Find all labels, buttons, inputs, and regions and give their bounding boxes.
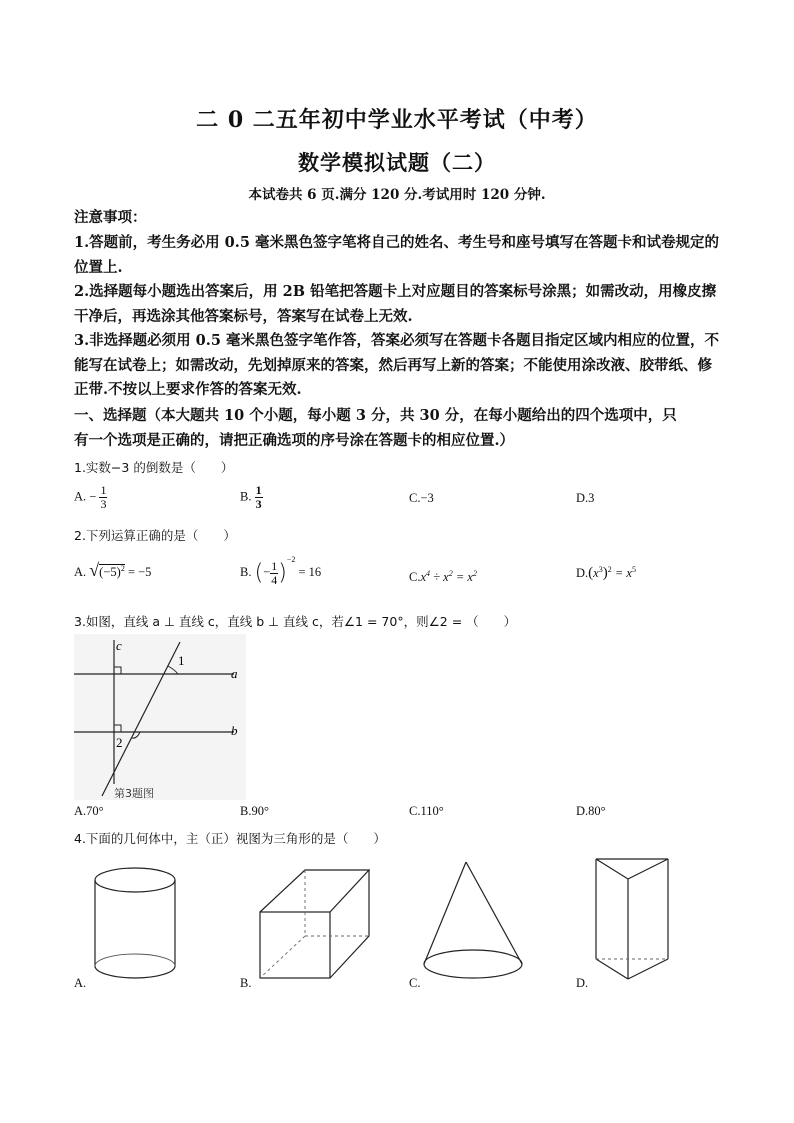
expr: x <box>420 570 427 585</box>
exponent: −2 <box>286 555 296 564</box>
exam-info: 本试卷共 6 页.满分 120 分.考试用时 120 分钟. <box>248 187 546 203</box>
option-label: C. <box>409 570 421 585</box>
cuboid-hidden-edge <box>260 936 305 978</box>
fraction <box>255 484 263 511</box>
rhs: = −5 <box>127 565 152 579</box>
cone-side <box>424 862 466 964</box>
fraction <box>99 484 107 511</box>
option-label: A. <box>74 489 87 504</box>
q4-option-c: C. <box>409 976 421 990</box>
label-b: b <box>231 723 238 738</box>
radicand: $(-5)^2$ <box>99 563 125 579</box>
expr: = x <box>455 570 473 585</box>
q1-option-c: C.−3 <box>409 491 434 505</box>
notice-item-3: 3.非选择题必须用 0.5 毫米黑色签字笔作答，答案必须写在答题卡各题目指定区域内相应的位置，不能写在试卷上；如需改动，先划掉原来的答案，然后再写上新的答案；不能使用涂改液、胶带纸、修正带.不按以上要求作答的答案无效. <box>74 332 719 398</box>
cuboid-figure <box>255 862 375 984</box>
q4-stem: 4.下面的几何体中，主（正）视图为三角形的是（ ） <box>74 831 386 846</box>
notice-item-2: 2.选择题每小题选出答案后，用 2B 铅笔把答题卡上对应题目的答案标号涂黑；如需改动，用橡皮擦干净后，再选涂其他答案标号，答案写在试卷上无效. <box>74 283 717 325</box>
numerator: 1 <box>271 558 278 573</box>
radicand-inner: −5 <box>103 565 117 579</box>
q2-option-d <box>576 565 636 582</box>
q3-figure <box>74 634 246 800</box>
q1-option-a <box>74 484 107 511</box>
q1-option-b <box>240 484 263 511</box>
denominator: 3 <box>100 497 107 511</box>
notice-item-1: 1.答题前，考生务必用 0.5 毫米黑色签字笔将自己的姓名、考生号和座号填写在答题卡和试卷规定的位置上. <box>74 234 719 276</box>
expr: x <box>593 566 599 581</box>
q3-option-c: C.110° <box>409 804 444 818</box>
exponent: 2 <box>448 569 453 578</box>
exponent: 2 <box>607 565 612 574</box>
q2-option-c <box>409 569 477 585</box>
section-heading-line2: 有一个选项是正确的，请把正确选项的序号涂在答题卡的相应位置.） <box>74 432 515 449</box>
notice-heading: 注意事项： <box>74 209 147 226</box>
q4-option-a: A. <box>74 976 87 990</box>
option-label: A. <box>74 565 87 579</box>
exam-subtitle: 数学模拟试题（二） <box>298 150 496 175</box>
left-paren: ( <box>588 565 594 582</box>
right-paren: ) <box>602 565 608 582</box>
q2-option-a <box>74 560 151 581</box>
denominator: 3 <box>255 497 262 511</box>
section-heading-line1: 一、选择题（本大题共 10 个小题，每小题 3 分，共 30 分，在每小题给出的四个选项中，只 <box>74 407 677 424</box>
minus-sign: − <box>89 489 97 504</box>
right-paren: ) <box>278 560 287 586</box>
minus-sign: − <box>263 565 271 579</box>
prism-bottom <box>628 959 668 979</box>
cuboid-right <box>330 870 369 978</box>
label-c: c <box>116 638 122 653</box>
sqrt-icon: √ <box>89 560 100 580</box>
option-label: B. <box>240 489 252 504</box>
exponent: 2 <box>472 569 477 578</box>
prism-top <box>596 859 668 879</box>
expr: ÷ x <box>433 570 449 585</box>
numerator: 1 <box>255 483 262 497</box>
figure-caption: 第3题图 <box>114 787 154 800</box>
denominator: 4 <box>271 572 278 587</box>
option-label: D. <box>576 566 589 581</box>
exponent: 4 <box>426 569 431 578</box>
expr: = x <box>614 566 632 581</box>
exponent: 2 <box>120 563 125 573</box>
cone-figure <box>418 858 530 984</box>
label-angle-1: 1 <box>178 653 185 668</box>
numerator: 1 <box>100 483 107 497</box>
exponent: 3 <box>598 565 603 574</box>
exponent: 5 <box>631 565 636 574</box>
figure-background <box>74 634 246 800</box>
cylinder-top <box>95 868 175 892</box>
exam-title: 二 0 二五年初中学业水平考试（中考） <box>196 107 598 133</box>
cuboid-top <box>260 870 369 912</box>
option-label: B. <box>240 565 252 579</box>
left-paren: ( <box>254 560 264 586</box>
label-a: a <box>231 666 238 681</box>
q2-option-b <box>240 555 321 587</box>
cone-base <box>424 950 522 978</box>
q3-stem: 3.如图，直线 a ⊥ 直线 c，直线 b ⊥ 直线 c，若∠1 = 70°，则∠2 = （ ） <box>74 614 517 629</box>
q2-stem: 2.下列运算正确的是（ ） <box>74 528 236 543</box>
label-angle-2: 2 <box>116 735 123 750</box>
cone-side <box>466 862 522 964</box>
q1-option-d: D.3 <box>576 491 595 505</box>
q4-option-b: B. <box>240 976 252 990</box>
q3-option-b: B.90° <box>240 804 269 818</box>
q1-stem: 1.实数−3 的倒数是（ ） <box>74 460 234 475</box>
q3-option-d: D.80° <box>576 804 606 818</box>
cylinder-bottom-front <box>95 966 175 978</box>
q3-option-a: A.70° <box>74 804 104 818</box>
q4-option-d: D. <box>576 976 589 990</box>
prism-figure <box>588 855 688 985</box>
prism-bottom <box>596 959 628 979</box>
cylinder-figure <box>88 862 188 984</box>
cylinder-bottom-back <box>95 954 175 966</box>
rhs: = 16 <box>298 565 322 579</box>
